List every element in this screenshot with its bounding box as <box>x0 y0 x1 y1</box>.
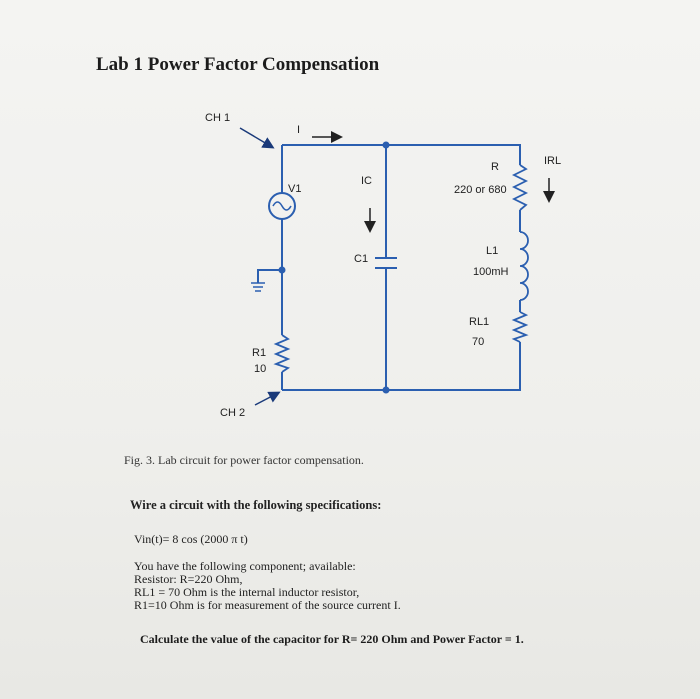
page-title: Lab 1 Power Factor Compensation <box>96 54 380 75</box>
l1-label: L1 <box>486 245 499 257</box>
component-line: R1=10 Ohm is for measurement of the source current I. <box>134 598 401 612</box>
r1-value-label: 10 <box>254 363 267 375</box>
v1-label: V1 <box>288 183 302 195</box>
component-line: RL1 = 70 Ohm is the internal inductor resistor, <box>134 585 360 599</box>
ground-symbol <box>251 283 265 291</box>
r-value-label: 220 or 680 <box>454 184 507 196</box>
ch2-label: CH 2 <box>220 407 246 419</box>
ac-source-v1 <box>269 193 295 219</box>
rl1-label: RL1 <box>469 316 490 328</box>
current-ic-label: IC <box>361 175 372 187</box>
irl-label: IRL <box>544 155 562 167</box>
component-line: Resistor: R=220 Ohm, <box>134 572 243 586</box>
r-label: R <box>491 161 499 173</box>
ch1-label: CH 1 <box>205 112 231 124</box>
component-list <box>134 560 401 612</box>
resistor-r <box>514 165 526 210</box>
figure-caption: Fig. 3. Lab circuit for power factor compensation. <box>124 453 364 467</box>
spec-heading: Wire a circuit with the following specifications: <box>130 498 382 512</box>
rl1-value-label: 70 <box>472 336 485 348</box>
inductor-l1 <box>520 232 528 300</box>
r1-label: R1 <box>252 347 267 359</box>
vin-equation: Vin(t)= 8 cos (2000 π t) <box>134 532 248 546</box>
ch2-probe-arrow <box>255 393 278 405</box>
capacitor-c1 <box>375 258 397 268</box>
question-text: Calculate the value of the capacitor for R= 220 Ohm and Power Factor = 1. <box>140 632 524 646</box>
ch1-probe-arrow <box>240 128 272 147</box>
c1-label: C1 <box>354 253 369 265</box>
l1-value-label: 100mH <box>473 266 509 278</box>
resistor-rl1 <box>514 312 526 342</box>
current-i-label: I <box>297 124 301 136</box>
circuit-nodes <box>279 142 390 394</box>
resistor-r1 <box>276 335 288 372</box>
component-line: You have the following component; available: <box>134 559 356 573</box>
